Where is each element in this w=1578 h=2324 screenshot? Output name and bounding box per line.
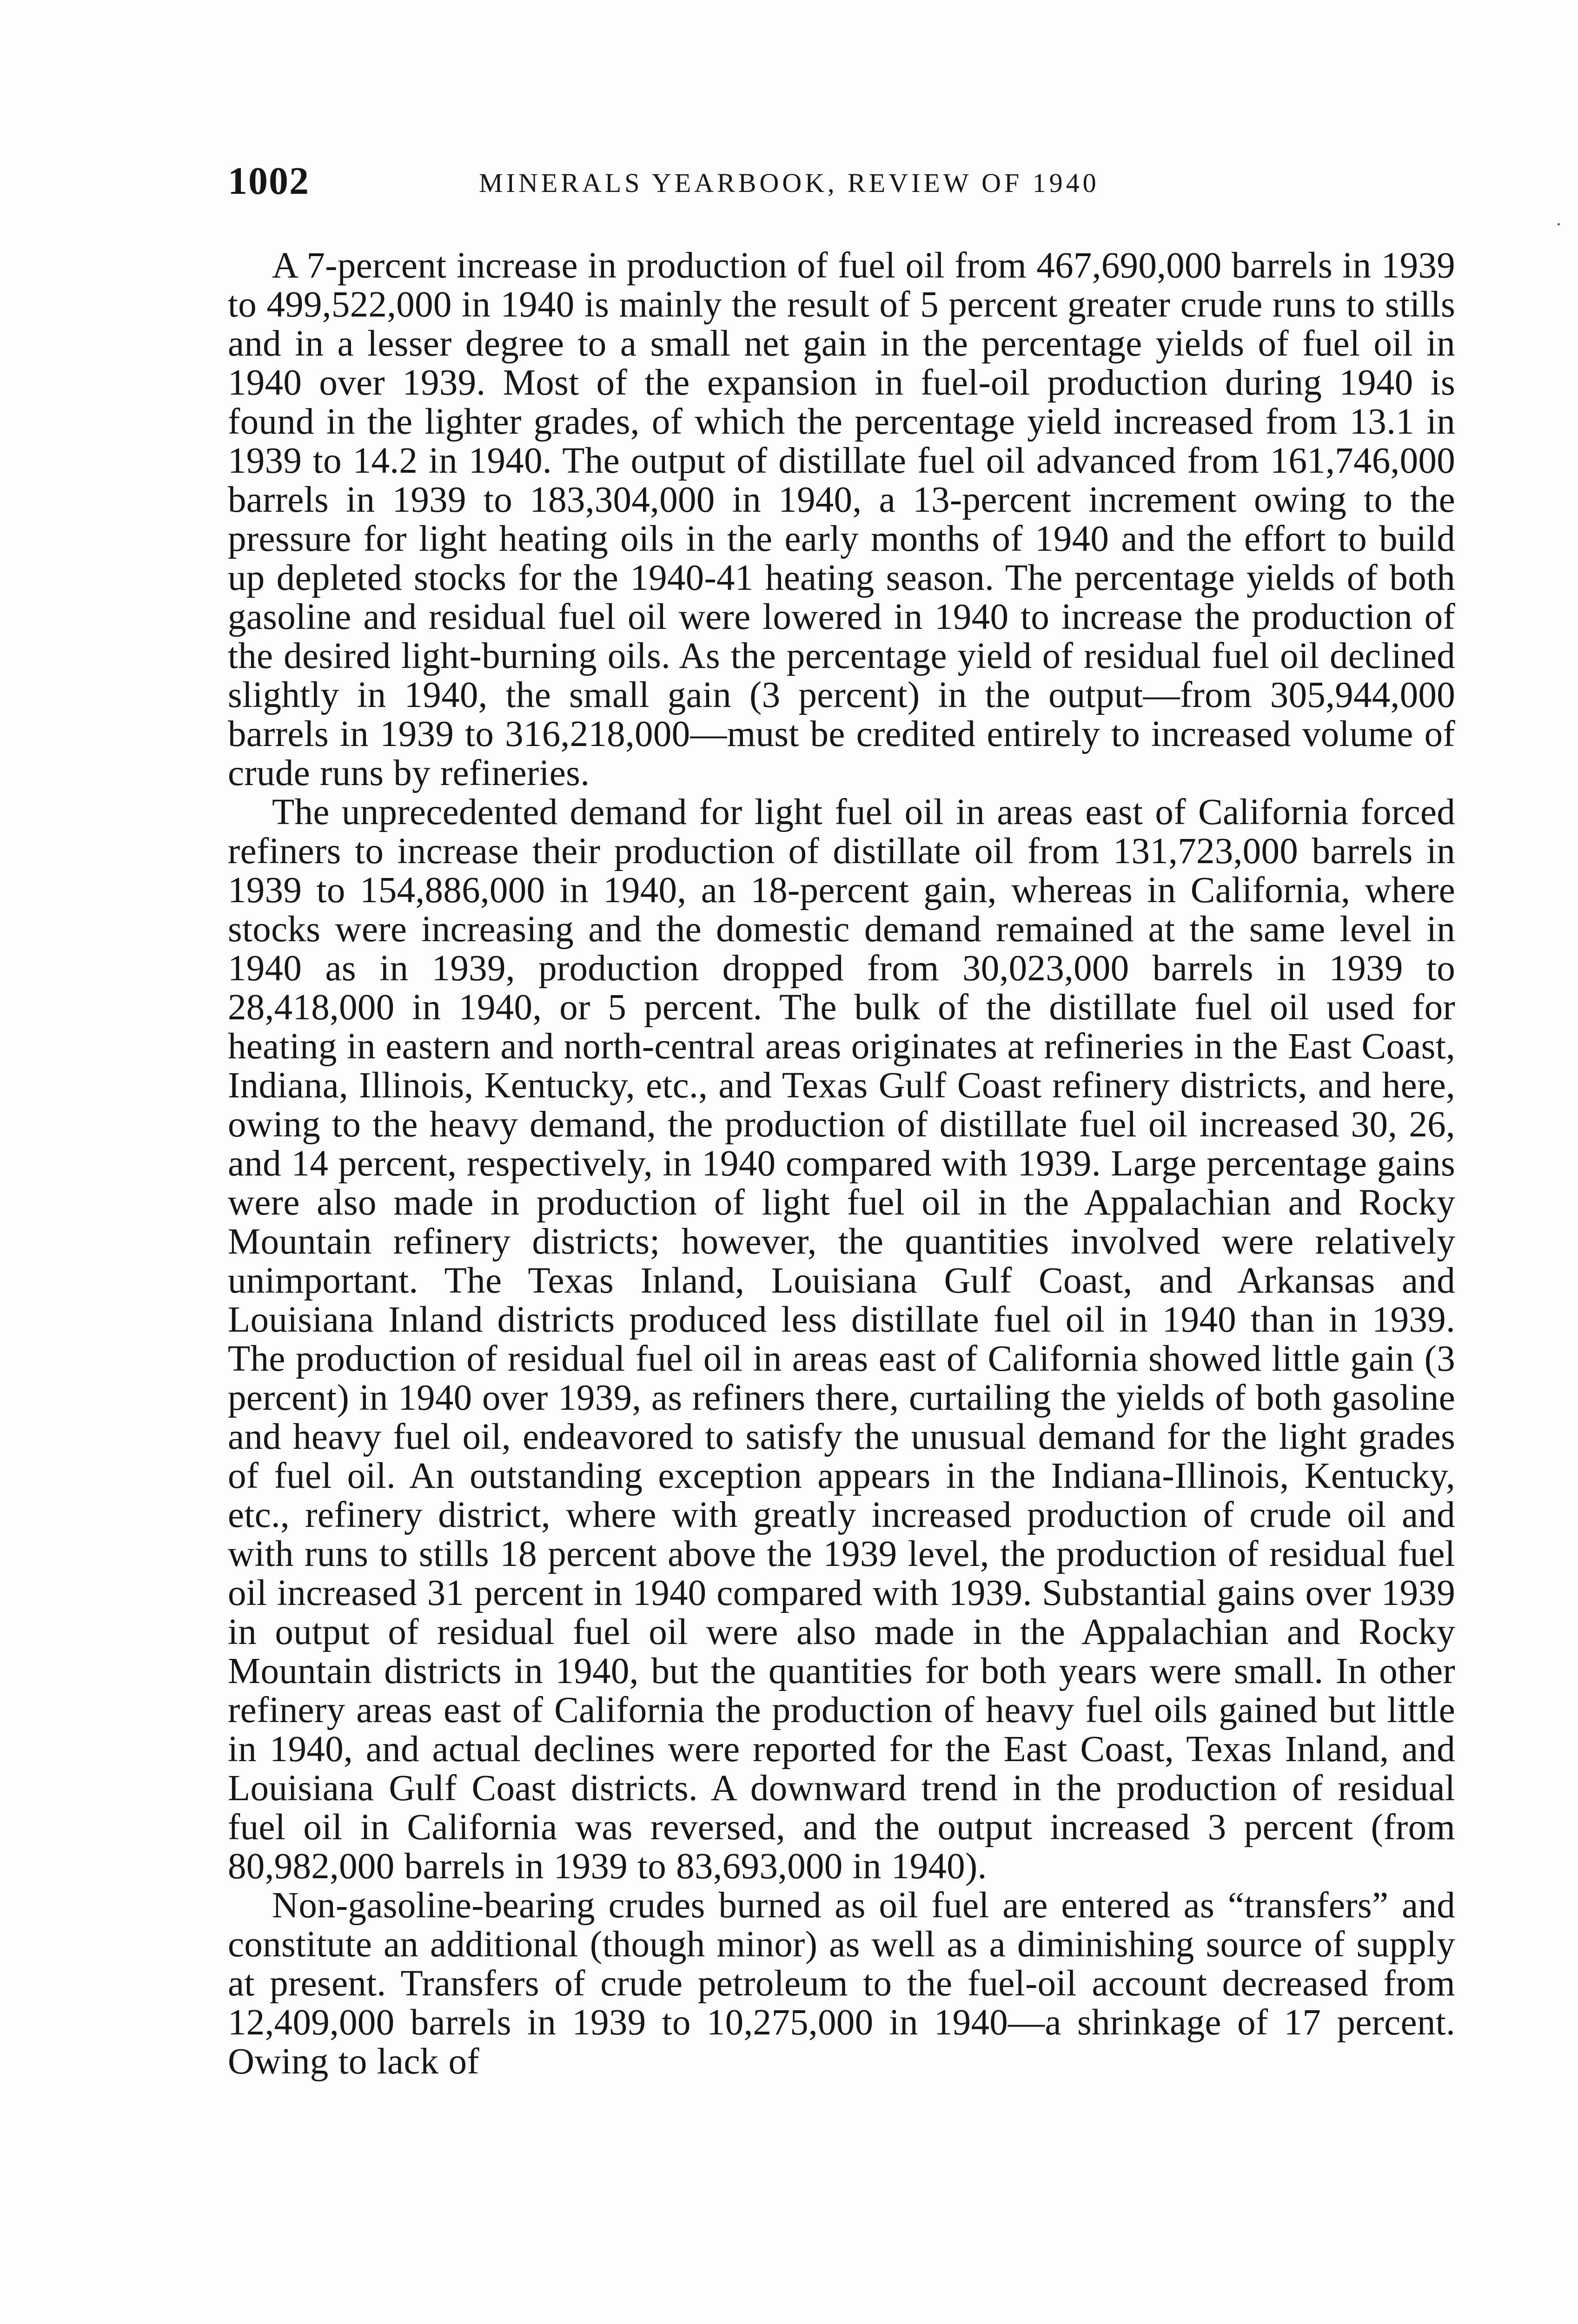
- paragraph-transfers: Non-gasoline-bearing crudes burned as oil fuel are entered as “transfers” and constitute an additional (though minor) as well as a diminishing source of supply at present. Transfers of crude petroleum to the fuel-oil account decreased from 12,409,000 barrels in 1939 to 10,275,000 in 1940—a shrinkage of 17 percent. Owing to lack of: [228, 1885, 1455, 2082]
- running-title: MINERALS YEARBOOK, REVIEW OF 1940: [479, 168, 1100, 198]
- paragraph-fuel-oil-production: A 7-percent increase in production of fuel oil from 467,690,000 barrels in 1939 to 499,522,000 in 1940 is mainly the result of 5 percent greater crude runs to stills and in a lesser degree to a small net gain in the percentage yields of fuel oil in 1940 over 1939. Most of the expansion in fuel-oil production during 1940 is found in the lighter grades, of which the percentage yield increased from 13.1 in 1939 to 14.2 in 1940. The output of distillate fuel oil advanced from 161,746,000 barrels in 1939 to 183,304,000 in 1940, a 13-percent increment owing to the pressure for light heating oils in the early months of 1940 and the effort to build up depleted stocks for the 1940-41 heating season. The percentage yields of both gasoline and residual fuel oil were lowered in 1940 to increase the production of the desired light-burning oils. As the percentage yield of residual fuel oil declined slightly in 1940, the small gain (3 percent) in the output—from 305,944,000 barrels in 1939 to 316,218,000—must be credited entirely to increased volume of crude runs by refineries.: [228, 245, 1455, 793]
- page-number: 1002: [228, 159, 310, 203]
- scan-speck: [1558, 223, 1560, 225]
- body-text: [228, 246, 1455, 2081]
- running-header: [228, 158, 1465, 214]
- paragraph-light-fuel-oil-demand: The unprecedented demand for light fuel oil in areas east of California forced refiners to increase their production of distillate oil from 131,723,000 barrels in 1939 to 154,886,000 in 1940, an 18-percent gain, whereas in California, where stocks were increasing and the domestic demand remained at the same level in 1940 as in 1939, production dropped from 30,023,000 barrels in 1939 to 28,418,000 in 1940, or 5 percent. The bulk of the distillate fuel oil used for heating in eastern and north-central areas originates at refineries in the East Coast, Indiana, Illinois, Kentucky, etc., and Texas Gulf Coast refinery districts, and here, owing to the heavy demand, the production of distillate fuel oil increased 30, 26, and 14 percent, respectively, in 1940 compared with 1939. Large percentage gains were also made in production of light fuel oil in the Appalachian and Rocky Mountain refinery districts; however, the quantities involved were relatively unimportant. The Texas Inland, Louisiana Gulf Coast, and Arkansas and Louisiana Inland districts produced less distillate fuel oil in 1940 than in 1939. The production of residual fuel oil in areas east of California showed little gain (3 percent) in 1940 over 1939, as refiners there, curtailing the yields of both gasoline and heavy fuel oil, endeavored to satisfy the unusual demand for the light grades of fuel oil. An outstanding exception appears in the Indiana-Illinois, Kentucky, etc., refinery district, where with greatly increased production of crude oil and with runs to stills 18 percent above the 1939 level, the production of residual fuel oil increased 31 percent in 1940 compared with 1939. Substantial gains over 1939 in output of residual fuel oil were also made in the Appalachian and Rocky Mountain districts in 1940, but the quantities for both years were small. In other refinery areas east of California the production of heavy fuel oils gained but little in 1940, and actual declines were reported for the East Coast, Texas Inland, and Louisiana Gulf Coast districts. A downward trend in the production of residual fuel oil in California was reversed, and the output increased 3 percent (from 80,982,000 barrels in 1939 to 83,693,000 in 1940).: [228, 792, 1455, 1887]
